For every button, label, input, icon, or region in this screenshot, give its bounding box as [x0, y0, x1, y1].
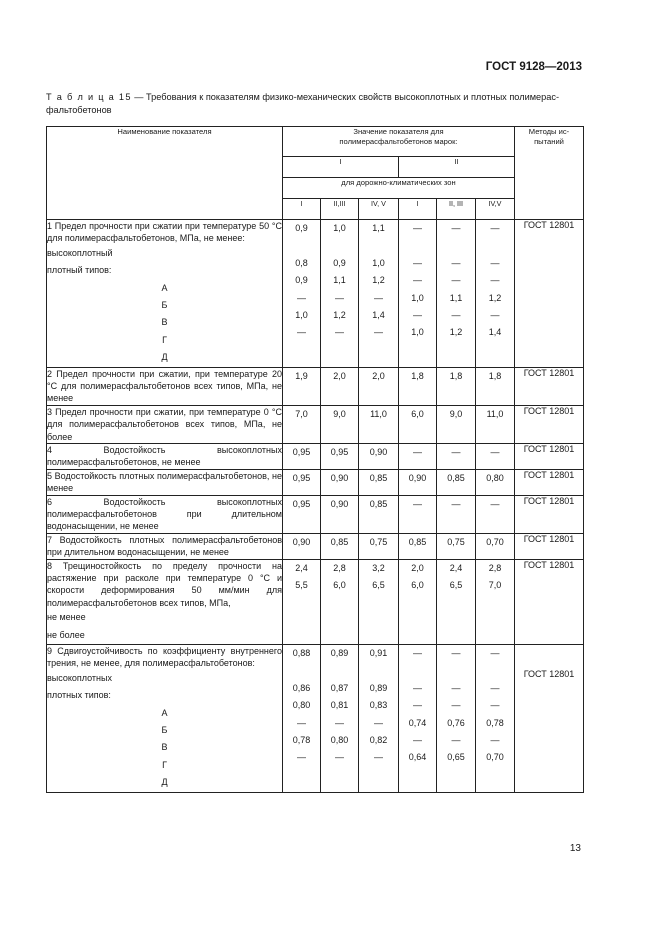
value: 1,2 [333, 309, 346, 320]
table-row [47, 220, 584, 368]
value: 7,0 [295, 408, 308, 419]
value: 1,4 [488, 327, 502, 338]
value-cell [437, 559, 476, 644]
value: — [374, 327, 383, 338]
value: 0,80 [292, 700, 311, 711]
parameter-label: 7 Водостойкость плотных полимерасфальтобетонов при длительном водонасыщении, не менее [47, 534, 282, 558]
value-stack [399, 220, 436, 342]
value: 0,80 [486, 472, 504, 483]
table-row [47, 443, 584, 469]
test-method-cell: ГОСТ 12801 [515, 469, 584, 495]
value: 6,0 [411, 408, 424, 419]
value [283, 237, 320, 254]
value-cell [437, 367, 476, 405]
value-cell [359, 220, 399, 368]
value: 7,0 [488, 580, 502, 591]
value: 2,8 [488, 562, 502, 573]
value-cell [359, 367, 399, 405]
table-head [47, 127, 584, 220]
value-cell [283, 443, 321, 469]
value: 0,85 [369, 472, 388, 483]
sub-parameter-label: Б [161, 299, 168, 310]
header-grade-2: II [399, 157, 515, 178]
sub-parameter-label: В [161, 317, 168, 328]
value-stack [283, 560, 320, 595]
value-cell [321, 367, 359, 405]
value: — [490, 275, 500, 286]
value-cell [359, 469, 399, 495]
value: — [413, 498, 422, 509]
value: — [451, 648, 461, 659]
value: 0,91 [369, 648, 388, 659]
value-cell [437, 443, 476, 469]
table-caption-label: Т а б л и ц а 15 [46, 92, 132, 102]
header-zone-3: IV, V [359, 199, 399, 220]
value: 1,1 [449, 292, 463, 303]
value-cell [399, 367, 437, 405]
value: 1,8 [411, 370, 424, 381]
value: — [413, 446, 422, 457]
parameter-label: 8 Трещиностойкость по пределу прочности на растяжение при расколе при температуре 0 °С и скорости деформирования 50 мм/мин для полимерасфальтобетонов всех типов, МПа, [47, 560, 282, 608]
parameter-label: 2 Предел прочности при сжатии, при температуре 20 °С для полимерасфальтобетонов всех типов, МПа, не менее [47, 368, 282, 404]
value-cell [399, 533, 437, 559]
value-cell [359, 559, 399, 644]
value: 0,8 [295, 257, 308, 268]
test-method-cell: ГОСТ 12801 [515, 220, 584, 368]
value-cell [283, 495, 321, 533]
value: 1,0 [411, 292, 424, 303]
value: 1,4 [372, 309, 385, 320]
sub-parameter-label: высокоплотных [47, 672, 112, 683]
value: 0,76 [447, 717, 465, 728]
value: — [490, 735, 500, 745]
value: 0,74 [408, 717, 427, 728]
value: 0,85 [369, 498, 388, 509]
parameter-name-cell [47, 495, 283, 533]
value-cell [283, 367, 321, 405]
parameter-label: 4 Водостойкость высокоплотных полимерасфальтобетонов, не менее [47, 444, 282, 468]
value-cell [321, 495, 359, 533]
value: — [413, 735, 422, 745]
table-row [47, 559, 584, 644]
value: 0,89 [330, 648, 349, 659]
header-climatic-zones: для дорожно-климатических зон [283, 178, 515, 199]
value-cell [399, 443, 437, 469]
value: 0,9 [295, 223, 308, 233]
value: 5,5 [295, 580, 308, 591]
value: 0,95 [292, 498, 311, 509]
value-cell [437, 645, 476, 793]
value-cell [399, 220, 437, 368]
value-cell [321, 220, 359, 368]
value-cell [359, 533, 399, 559]
value: 2,0 [411, 562, 424, 573]
value-cell [321, 559, 359, 644]
test-method-cell: ГОСТ 12801 [515, 533, 584, 559]
value [399, 662, 436, 679]
sub-parameter-label: Д [161, 352, 168, 363]
parameter-label: 3 Предел прочности при сжатии, при температуре 0 °С для полимерасфальтобетонов всех типов, МПа, не более [47, 406, 282, 442]
value: 0,90 [330, 472, 349, 483]
value-stack [283, 220, 320, 342]
value: 0,88 [292, 648, 311, 659]
test-method-cell: ГОСТ 12801 [515, 645, 584, 793]
value: — [451, 735, 461, 745]
value: — [374, 292, 383, 303]
value [359, 237, 398, 254]
value: — [297, 752, 306, 763]
sub-parameter-label: высокоплотный [47, 247, 113, 258]
table-row [47, 495, 584, 533]
value: 2,4 [295, 562, 308, 573]
value: 2,4 [449, 562, 463, 573]
value-stack [437, 645, 475, 767]
value [476, 237, 514, 254]
value-stack [399, 645, 436, 767]
value [437, 237, 475, 254]
value: — [374, 752, 383, 763]
header-grade-1: I [283, 157, 399, 178]
value-stack [359, 560, 398, 595]
parameter-name-cell [47, 559, 283, 644]
value-cell [437, 495, 476, 533]
value: — [490, 257, 500, 268]
value: 11,0 [486, 408, 504, 419]
value: — [490, 223, 500, 233]
value: — [335, 717, 344, 728]
table-row [47, 645, 584, 793]
parameter-label: 9 Сдвигоустойчивость по коэффициенту внутреннего трения, не менее, для полимерасфальтобетонов: [47, 646, 282, 669]
value-cell [399, 495, 437, 533]
value-stack [321, 220, 358, 342]
value-cell [476, 559, 515, 644]
value: 1,0 [333, 223, 346, 233]
parameter-name-cell [47, 443, 283, 469]
test-method-cell: ГОСТ 12801 [515, 495, 584, 533]
value: 6,0 [411, 580, 424, 591]
header-value-group: Значение показателя для полимерасфальтобетонов марок: [283, 127, 515, 157]
sub-parameter-label: Г [162, 759, 167, 770]
value: 9,0 [449, 408, 463, 419]
value: — [451, 309, 461, 320]
value: 0,70 [486, 752, 504, 763]
value-cell [359, 495, 399, 533]
table-caption [46, 91, 586, 117]
value: 0,85 [330, 536, 349, 547]
value: 0,95 [292, 472, 311, 483]
value: — [297, 327, 306, 338]
value: 3,2 [372, 562, 385, 573]
value-stack [476, 560, 514, 595]
value: — [451, 446, 461, 457]
value-cell [359, 405, 399, 443]
value: — [451, 498, 461, 509]
value: — [490, 446, 500, 457]
header-zone-6: IV,V [476, 199, 515, 220]
value: 1,0 [411, 327, 424, 338]
value: 1,2 [372, 275, 385, 286]
parameter-name-cell [47, 220, 283, 368]
value: 0,89 [369, 682, 388, 693]
sub-parameter-label: А [161, 282, 168, 293]
value-stack [283, 645, 320, 767]
value: — [374, 717, 383, 728]
sub-parameter-label: Д [161, 777, 168, 788]
value-stack [437, 560, 475, 595]
header-zone-2: II,III [321, 199, 359, 220]
value-cell [437, 469, 476, 495]
table-row [47, 405, 584, 443]
parameter-label: 6 Водостойкость высокоплотных полимерасфальтобетонов при длительном водонасыщении, не менее [47, 496, 282, 532]
value-cell [283, 645, 321, 793]
value-stack [321, 560, 358, 595]
value: 2,0 [372, 370, 385, 381]
value: — [413, 275, 422, 286]
value: 6,5 [372, 580, 385, 591]
sub-parameter-label: В [161, 742, 168, 753]
value: — [490, 498, 500, 509]
value: — [413, 223, 422, 233]
parameter-label: 5 Водостойкость плотных полимерасфальтобетонов, не менее [47, 470, 282, 494]
value-cell [321, 405, 359, 443]
value [321, 662, 358, 679]
page-number: 13 [569, 843, 581, 854]
value: 0,65 [447, 752, 465, 763]
value: 0,70 [486, 536, 504, 547]
test-method-cell: ГОСТ 12801 [515, 559, 584, 644]
value [476, 662, 514, 679]
sub-parameter-label: плотный типов: [47, 265, 112, 276]
header-zone-5: II, III [437, 199, 476, 220]
value-cell [359, 443, 399, 469]
value-cell [476, 495, 515, 533]
value [283, 662, 320, 679]
value: 0,90 [408, 472, 427, 483]
value-cell [283, 559, 321, 644]
value-cell [283, 405, 321, 443]
value-cell [321, 443, 359, 469]
value: 9,0 [333, 408, 346, 419]
value-cell [437, 533, 476, 559]
value-cell [283, 220, 321, 368]
requirements-table [46, 126, 584, 793]
value: 1,8 [488, 370, 502, 381]
value-cell [399, 645, 437, 793]
value: 0,81 [330, 700, 349, 711]
value-cell [437, 405, 476, 443]
value-stack [399, 560, 436, 595]
value: 2,8 [333, 562, 346, 573]
value-cell [359, 645, 399, 793]
parameter-name-cell [47, 367, 283, 405]
test-method-cell: ГОСТ 12801 [515, 405, 584, 443]
value-cell [437, 220, 476, 368]
value: — [413, 682, 422, 693]
value-cell [476, 367, 515, 405]
parameter-name-cell [47, 469, 283, 495]
value-stack [476, 645, 514, 767]
value: — [451, 223, 461, 233]
value-cell [321, 533, 359, 559]
sub-parameter-label: плотных типов: [47, 690, 111, 701]
header-zone-1: I [283, 199, 321, 220]
value-stack [321, 645, 358, 767]
header-parameter-name: Наименование показателя [47, 127, 283, 220]
value: 0,80 [330, 735, 349, 745]
value: 1,2 [488, 292, 502, 303]
value: 0,83 [369, 700, 388, 711]
value: — [451, 257, 461, 268]
value-stack [437, 220, 475, 342]
value-stack [359, 220, 398, 342]
value: — [413, 257, 422, 268]
value: 0,9 [333, 257, 346, 268]
sub-parameter-label: не менее [47, 612, 86, 623]
test-method-cell: ГОСТ 12801 [515, 443, 584, 469]
value: — [451, 682, 461, 693]
parameter-label: 1 Предел прочности при сжатии при температуре 50 °С для полимерасфальтобетонов, МПа, не менее: [47, 221, 282, 244]
value: 0,87 [330, 682, 349, 693]
table-row [47, 469, 584, 495]
value: 0,64 [408, 752, 427, 763]
value: 1,0 [295, 309, 308, 320]
value: 1,0 [372, 257, 385, 268]
sub-parameter-label: А [161, 707, 168, 718]
table-row [47, 533, 584, 559]
parameter-name-cell [47, 405, 283, 443]
value: — [413, 309, 422, 320]
value: 0,85 [408, 536, 427, 547]
sub-parameter-label: Г [162, 334, 167, 345]
value: — [490, 682, 500, 693]
value: 1,1 [372, 223, 385, 233]
value: 1,9 [295, 370, 308, 381]
value: 0,90 [369, 446, 388, 457]
sub-parameter-label: не более [47, 629, 85, 640]
value: — [297, 717, 306, 728]
value: 0,86 [292, 682, 311, 693]
value: 1,2 [449, 327, 463, 338]
value [399, 237, 436, 254]
value: — [297, 292, 306, 303]
value: 6,5 [449, 580, 463, 591]
table-row [47, 367, 584, 405]
value [437, 662, 475, 679]
value: 0,78 [486, 717, 504, 728]
value-stack [476, 220, 514, 342]
value-cell [476, 405, 515, 443]
value: 0,78 [292, 735, 311, 745]
value: 1,1 [333, 275, 346, 286]
value-cell [399, 405, 437, 443]
table-caption-text: — Требования к показателям физико-механических свойств высокоплотных и плотных полимерас-фальтобетонов [46, 92, 559, 115]
value: 0,82 [369, 735, 388, 745]
header-zone-4: I [399, 199, 437, 220]
value-cell [476, 220, 515, 368]
value-cell [283, 533, 321, 559]
value: 0,95 [292, 446, 311, 457]
value: — [490, 309, 500, 320]
value-stack [359, 645, 398, 767]
value [359, 662, 398, 679]
table-body [47, 220, 584, 793]
value-cell [321, 469, 359, 495]
parameter-name-cell [47, 533, 283, 559]
value: 0,95 [330, 446, 349, 457]
header-test-methods: Методы ис-пытаний [515, 127, 584, 220]
value: 1,8 [449, 370, 463, 381]
value: — [490, 700, 500, 711]
value: 11,0 [370, 408, 387, 419]
value-cell [399, 559, 437, 644]
value: 0,90 [330, 498, 349, 509]
value: — [335, 292, 344, 303]
value-cell [399, 469, 437, 495]
value [321, 237, 358, 254]
document-code: ГОСТ 9128—2013 [485, 61, 582, 73]
value-cell [283, 469, 321, 495]
value: 6,0 [333, 580, 346, 591]
value: — [413, 648, 422, 659]
value: — [490, 648, 500, 659]
value-cell [476, 469, 515, 495]
value: — [451, 700, 461, 711]
value-cell [476, 645, 515, 793]
value-cell [321, 645, 359, 793]
value: — [413, 700, 422, 711]
value-cell [476, 443, 515, 469]
sub-parameter-label: Б [161, 725, 168, 736]
value: — [451, 275, 461, 286]
value: 0,75 [447, 536, 465, 547]
value: 0,9 [295, 275, 308, 286]
value: — [335, 752, 344, 763]
test-method-cell: ГОСТ 12801 [515, 367, 584, 405]
value: 0,90 [292, 536, 311, 547]
value: 0,75 [369, 536, 388, 547]
value: 2,0 [333, 370, 346, 381]
parameter-name-cell [47, 645, 283, 793]
value: — [335, 327, 344, 338]
value: 0,85 [447, 472, 465, 483]
value-cell [476, 533, 515, 559]
